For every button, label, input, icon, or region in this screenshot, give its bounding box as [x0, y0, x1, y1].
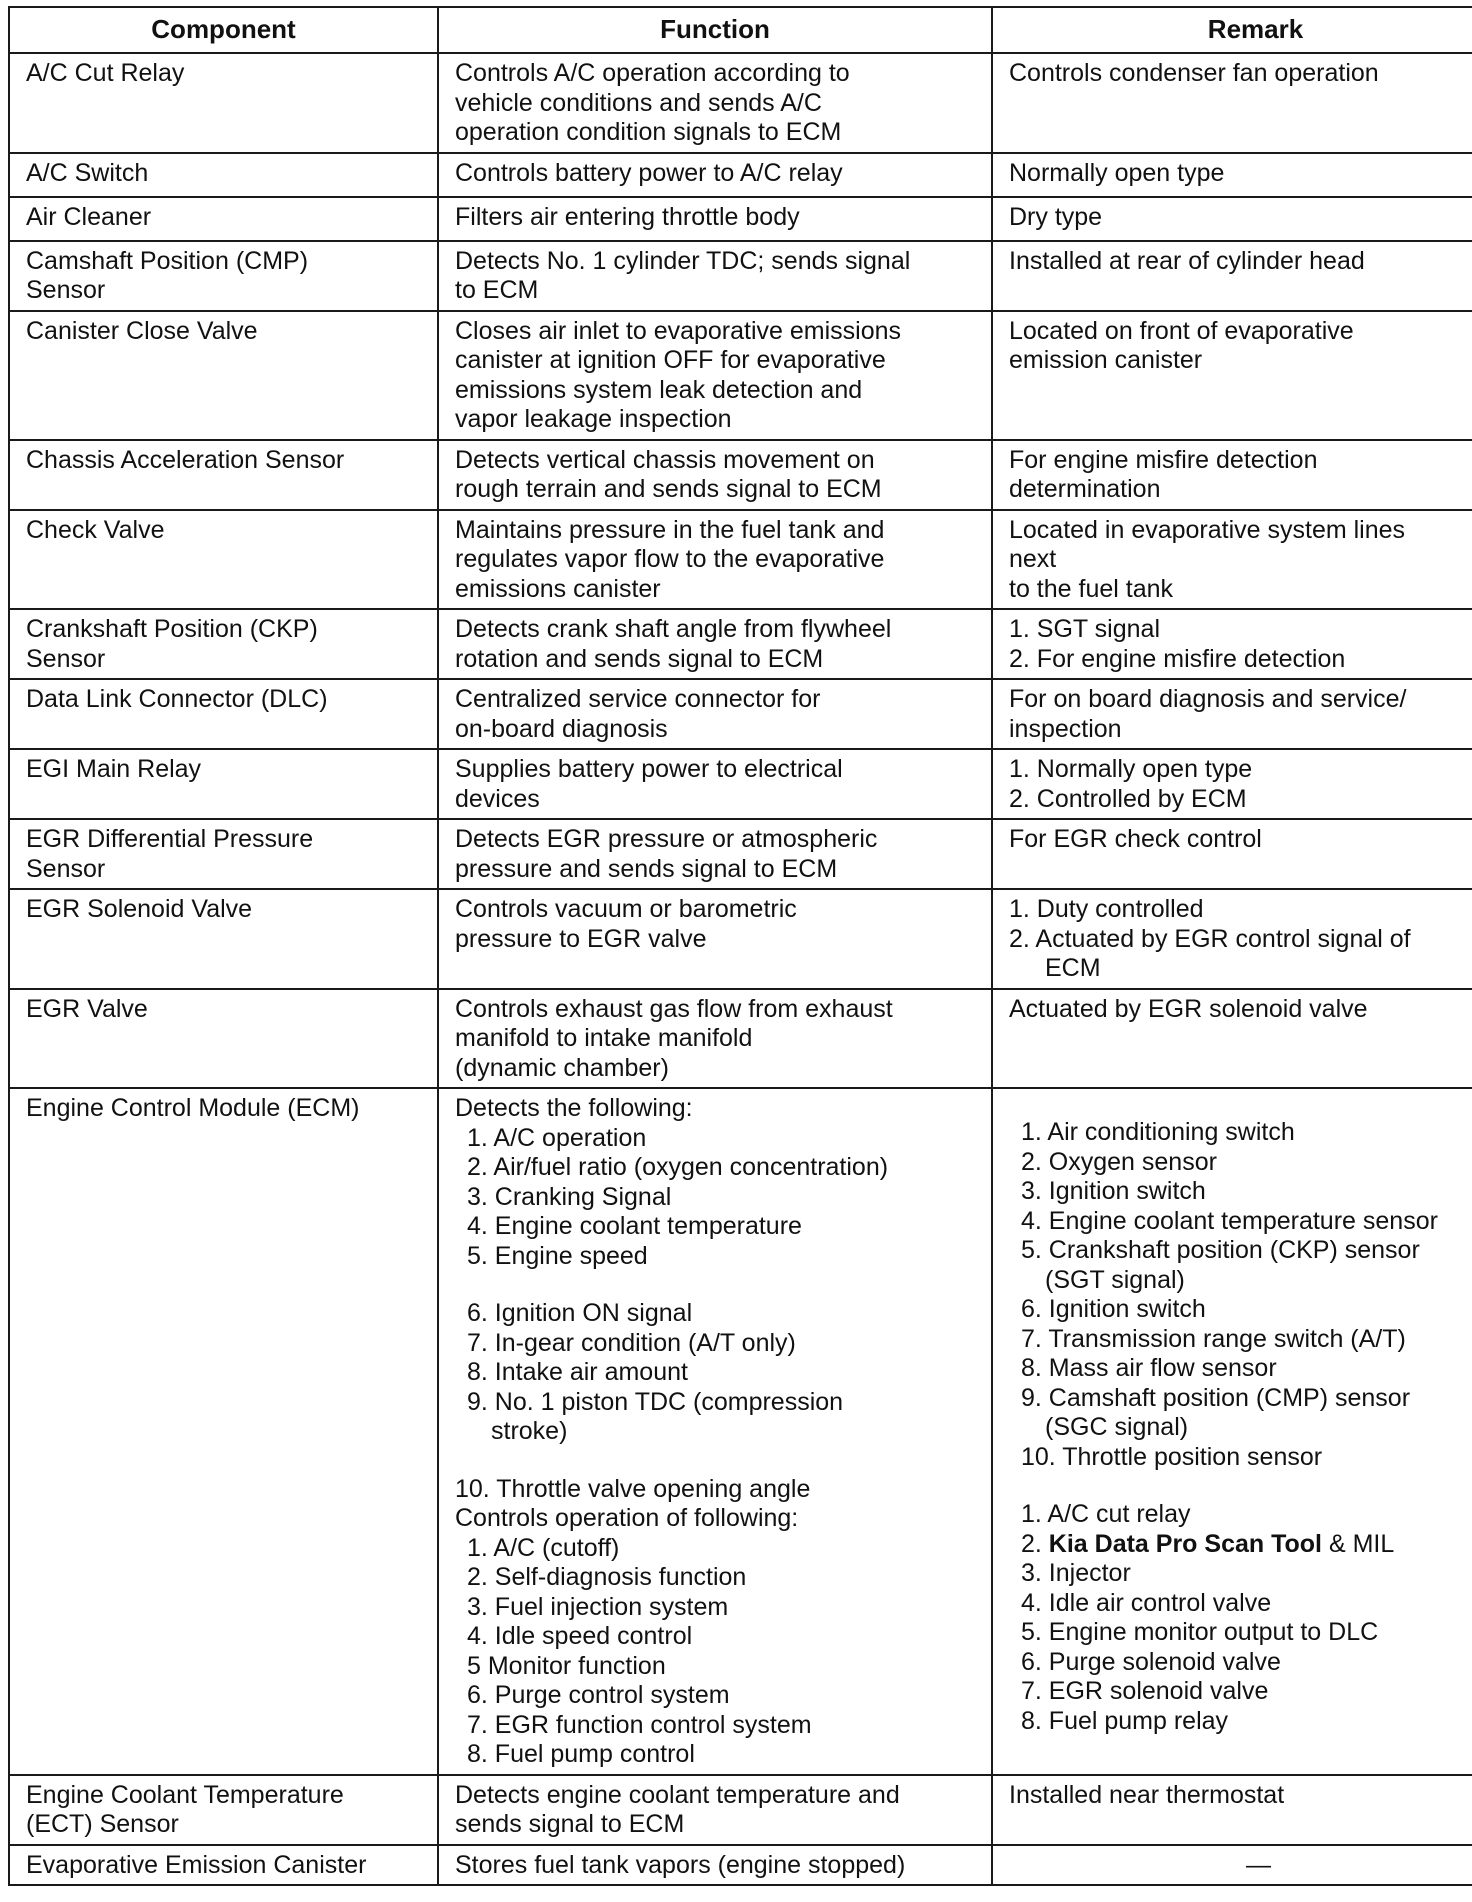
- function-cell: [438, 510, 992, 610]
- cell-line: (ECT) Sensor: [26, 1810, 179, 1838]
- cell-line: to ECM: [455, 276, 539, 304]
- remark-cell: [992, 889, 1472, 989]
- cell-line: 8. Mass air flow sensor: [1021, 1354, 1277, 1382]
- cell-line: 2. Air/fuel ratio (oxygen concentration): [467, 1153, 889, 1181]
- header-remark: Remark: [992, 7, 1472, 53]
- cell-line: 1. Duty controlled: [1009, 895, 1204, 923]
- function-cell: [438, 749, 992, 819]
- component-cell: [9, 440, 438, 510]
- remark-cell: [992, 609, 1472, 679]
- cell-line: Chassis Acceleration Sensor: [26, 445, 345, 474]
- table-row: [9, 197, 1472, 241]
- cell-line: A/C Switch: [26, 158, 149, 187]
- function-cell: [438, 440, 992, 510]
- component-cell: [9, 609, 438, 679]
- cell-line: next: [1009, 545, 1057, 573]
- cell-line: 6. Purge solenoid valve: [1021, 1647, 1281, 1676]
- cell-line: manifold to intake manifold: [455, 1024, 753, 1052]
- component-function-table-page: [8, 6, 1464, 1886]
- cell-line: Normally open type: [1009, 158, 1225, 187]
- cell-line: 1. Air conditioning switch: [1021, 1118, 1295, 1146]
- cell-line: 7. In-gear condition (A/T only): [467, 1328, 796, 1357]
- remark-cell: [992, 153, 1472, 197]
- component-cell: [9, 679, 438, 749]
- table-row: [9, 679, 1472, 749]
- cell-line: 1. A/C (cutoff): [467, 1533, 620, 1562]
- ecm-outputs-list: [1009, 1559, 1472, 1736]
- function-cell: [438, 1088, 992, 1775]
- cell-line: ECM: [1045, 954, 1101, 982]
- cell-line: 10. Throttle position sensor: [1021, 1442, 1323, 1471]
- cell-line: 2. Self-diagnosis function: [467, 1563, 747, 1591]
- remark-cell: [992, 1775, 1472, 1845]
- scan-tool-name: Kia Data Pro Scan Tool: [1048, 1529, 1323, 1558]
- cell-line: 4. Idle air control valve: [1021, 1588, 1272, 1617]
- cell-line: Located in evaporative system lines: [1009, 515, 1406, 544]
- cell-line: 2. Controlled by ECM: [1009, 784, 1247, 813]
- table-body: [9, 53, 1472, 1088]
- table-row: [9, 440, 1472, 510]
- cell-line: pressure to EGR valve: [455, 924, 707, 953]
- header-component: Component: [9, 7, 438, 53]
- component-cell: [9, 153, 438, 197]
- function-cell: [438, 241, 992, 311]
- cell-line: Installed near thermostat: [1009, 1780, 1285, 1809]
- cell-line: Detects crank shaft angle from flywheel: [455, 615, 892, 643]
- cell-line: canister at ignition OFF for evaporative: [455, 346, 886, 374]
- cell-line: regulates vapor flow to the evaporative: [455, 545, 885, 573]
- component-table: [8, 6, 1472, 1886]
- cell-line: 7. Transmission range switch (A/T): [1021, 1324, 1406, 1353]
- cell-line: determination: [1009, 475, 1161, 503]
- cell-line: 7. EGR function control system: [467, 1710, 812, 1739]
- cell-line: 4. Idle speed control: [467, 1622, 693, 1650]
- cell-line: 3. Cranking Signal: [467, 1182, 672, 1211]
- cell-line: 3. Ignition switch: [1021, 1177, 1206, 1205]
- cell-line: on-board diagnosis: [455, 714, 668, 743]
- function-cell: [438, 1845, 992, 1886]
- ecm-inputs-list: [1009, 1118, 1472, 1472]
- cell-line: Data Link Connector (DLC): [26, 685, 328, 713]
- cell-line: Located on front of evaporative: [1009, 316, 1354, 345]
- cell-line: Installed at rear of cylinder head: [1009, 246, 1365, 275]
- function-cell: [438, 889, 992, 989]
- cell-line: Closes air inlet to evaporative emissions: [455, 316, 902, 345]
- cell-line: 6. Purge control system: [467, 1681, 730, 1709]
- cell-line: 1. Normally open type: [1009, 755, 1253, 783]
- cell-line: For on board diagnosis and service/: [1009, 685, 1407, 713]
- component-cell: [9, 1845, 438, 1886]
- cell-line: Crankshaft Position (CKP): [26, 615, 318, 643]
- cell-line: 6. Ignition switch: [1021, 1295, 1206, 1323]
- cell-line: sends signal to ECM: [455, 1810, 685, 1838]
- cell-line: 1. SGT signal: [1009, 615, 1161, 643]
- function-cell: [438, 197, 992, 241]
- ecm-detects-item-10: 10. Throttle valve opening angle: [455, 1474, 811, 1503]
- cell-line: EGI Main Relay: [26, 755, 202, 783]
- cell-line: 2. For engine misfire detection: [1009, 644, 1346, 673]
- table-body-after: [9, 1775, 1472, 1886]
- table-row: [9, 989, 1472, 1089]
- cell-line: vehicle conditions and sends A/C: [455, 88, 822, 117]
- cell-line: Detects No. 1 cylinder TDC; sends signal: [455, 246, 911, 275]
- cell-line: —: [1246, 1850, 1271, 1879]
- cell-line: Sensor: [26, 854, 106, 883]
- cell-line: Detects EGR pressure or atmospheric: [455, 825, 878, 853]
- cell-line: (dynamic chamber): [455, 1053, 669, 1082]
- table-row: [9, 153, 1472, 197]
- cell-line: Sensor: [26, 276, 106, 304]
- component-cell: [9, 889, 438, 989]
- cell-line: devices: [455, 784, 540, 813]
- cell-line: Check Valve: [26, 515, 165, 544]
- remark-cell: [992, 53, 1472, 153]
- cell-line: emissions canister: [455, 574, 661, 603]
- cell-line: Controls A/C operation according to: [455, 59, 850, 87]
- cell-line: Detects engine coolant temperature and: [455, 1780, 900, 1809]
- remark-cell: [992, 510, 1472, 610]
- cell-line: emission canister: [1009, 346, 1203, 374]
- cell-line: Sensor: [26, 644, 106, 673]
- remark-cell: [992, 440, 1472, 510]
- ecm-output-2-prefix: 2.: [1021, 1529, 1049, 1558]
- cell-line: Actuated by EGR solenoid valve: [1009, 994, 1368, 1023]
- cell-line: 8. Intake air amount: [467, 1358, 688, 1386]
- component-cell: [9, 197, 438, 241]
- cell-line: 1. A/C operation: [467, 1123, 647, 1152]
- cell-line: operation condition signals to ECM: [455, 118, 842, 146]
- cell-line: 8. Fuel pump control: [467, 1740, 695, 1768]
- ecm-body: [9, 1088, 1472, 1775]
- cell-line: 7. EGR solenoid valve: [1021, 1677, 1269, 1705]
- cell-line: Maintains pressure in the fuel tank and: [455, 515, 885, 544]
- function-cell: [438, 1775, 992, 1845]
- cell-line: Controls condenser fan operation: [1009, 59, 1379, 87]
- cell-line: to the fuel tank: [1009, 574, 1174, 603]
- component-cell: [9, 311, 438, 440]
- component-cell: [9, 1088, 438, 1775]
- cell-line: 2. Oxygen sensor: [1021, 1147, 1217, 1176]
- table-row: [9, 510, 1472, 610]
- component-cell: [9, 1775, 438, 1845]
- component-text: Engine Control Module (ECM): [26, 1094, 360, 1122]
- remark-cell: [992, 819, 1472, 889]
- cell-line: 5. Engine speed: [467, 1241, 648, 1270]
- cell-line: rotation and sends signal to ECM: [455, 644, 824, 673]
- cell-line: 5. Crankshaft position (CKP) sensor: [1021, 1236, 1420, 1264]
- cell-line: inspection: [1009, 714, 1122, 743]
- cell-line: Dry type: [1009, 202, 1103, 231]
- cell-line: A/C Cut Relay: [26, 59, 185, 87]
- ecm-detects-list-a: [455, 1124, 981, 1272]
- table-row: [9, 889, 1472, 989]
- component-cell: [9, 53, 438, 153]
- ecm-controls-heading: Controls operation of following:: [455, 1504, 799, 1532]
- component-cell: [9, 241, 438, 311]
- remark-cell: [992, 311, 1472, 440]
- component-cell: [9, 819, 438, 889]
- table-row: [9, 1845, 1472, 1886]
- ecm-output-1: 1. A/C cut relay: [1021, 1500, 1191, 1528]
- cell-line: 8. Fuel pump relay: [1021, 1706, 1229, 1735]
- function-cell: [438, 819, 992, 889]
- cell-line: EGR Solenoid Valve: [26, 895, 253, 923]
- component-cell: [9, 749, 438, 819]
- cell-line: 9. No. 1 piston TDC (compression: [467, 1387, 844, 1416]
- cell-line: (SGT signal): [1045, 1265, 1185, 1294]
- cell-line: Stores fuel tank vapors (engine stopped): [455, 1850, 906, 1879]
- cell-line: (SGC signal): [1045, 1413, 1189, 1441]
- ecm-output-2-suffix: & MIL: [1322, 1529, 1395, 1558]
- cell-line: 6. Ignition ON signal: [467, 1299, 693, 1327]
- remark-cell: [992, 989, 1472, 1089]
- table-row: [9, 311, 1472, 440]
- ecm-controls-list: [455, 1534, 981, 1770]
- remark-cell: [992, 241, 1472, 311]
- cell-line: For engine misfire detection: [1009, 445, 1318, 474]
- ecm-output-2: [1009, 1530, 1472, 1560]
- cell-line: stroke): [491, 1417, 568, 1445]
- cell-line: EGR Differential Pressure: [26, 825, 314, 853]
- ecm-detects-heading: Detects the following:: [455, 1094, 693, 1122]
- header-function: Function: [438, 7, 992, 53]
- table-row-ecm: [9, 1088, 1472, 1775]
- component-cell: [9, 989, 438, 1089]
- cell-line: Detects vertical chassis movement on: [455, 445, 875, 474]
- cell-line: Camshaft Position (CMP): [26, 246, 309, 275]
- cell-line: Evaporative Emission Canister: [26, 1850, 367, 1879]
- cell-line: Canister Close Valve: [26, 316, 258, 345]
- cell-line: 5. Engine monitor output to DLC: [1021, 1618, 1379, 1646]
- cell-line: Supplies battery power to electrical: [455, 755, 843, 783]
- table-row: [9, 53, 1472, 153]
- function-cell: [438, 153, 992, 197]
- cell-line: Controls vacuum or barometric: [455, 895, 797, 923]
- component-cell: [9, 510, 438, 610]
- function-cell: [438, 679, 992, 749]
- function-cell: [438, 53, 992, 153]
- cell-line: For EGR check control: [1009, 825, 1262, 853]
- cell-line: 4. Engine coolant temperature sensor: [1021, 1206, 1438, 1235]
- cell-line: 3. Fuel injection system: [467, 1592, 729, 1621]
- function-cell: [438, 311, 992, 440]
- cell-line: 5 Monitor function: [467, 1651, 666, 1680]
- function-cell: [438, 989, 992, 1089]
- cell-line: Controls battery power to A/C relay: [455, 158, 843, 187]
- remark-cell: [992, 749, 1472, 819]
- cell-line: emissions system leak detection and: [455, 375, 863, 404]
- cell-line: 3. Injector: [1021, 1559, 1131, 1587]
- ecm-detects-list-b: [455, 1299, 981, 1447]
- cell-line: pressure and sends signal to ECM: [455, 854, 838, 883]
- remark-cell: [992, 1845, 1472, 1886]
- cell-line: rough terrain and sends signal to ECM: [455, 475, 882, 503]
- cell-line: Engine Coolant Temperature: [26, 1780, 344, 1809]
- cell-line: EGR Valve: [26, 994, 148, 1023]
- table-row: [9, 1775, 1472, 1845]
- header-row: [9, 7, 1472, 53]
- cell-line: 9. Camshaft position (CMP) sensor: [1021, 1383, 1411, 1412]
- table-row: [9, 609, 1472, 679]
- cell-line: vapor leakage inspection: [455, 405, 732, 433]
- function-cell: [438, 609, 992, 679]
- cell-line: Controls exhaust gas flow from exhaust: [455, 994, 893, 1023]
- cell-line: Filters air entering throttle body: [455, 202, 800, 231]
- remark-cell: [992, 679, 1472, 749]
- remark-cell: [992, 197, 1472, 241]
- table-row: [9, 819, 1472, 889]
- cell-line: 4. Engine coolant temperature: [467, 1212, 802, 1240]
- cell-line: 2. Actuated by EGR control signal of: [1009, 924, 1411, 953]
- remark-cell: [992, 1088, 1472, 1775]
- table-row: [9, 241, 1472, 311]
- table-row: [9, 749, 1472, 819]
- cell-line: Air Cleaner: [26, 202, 152, 231]
- cell-line: Centralized service connector for: [455, 685, 821, 713]
